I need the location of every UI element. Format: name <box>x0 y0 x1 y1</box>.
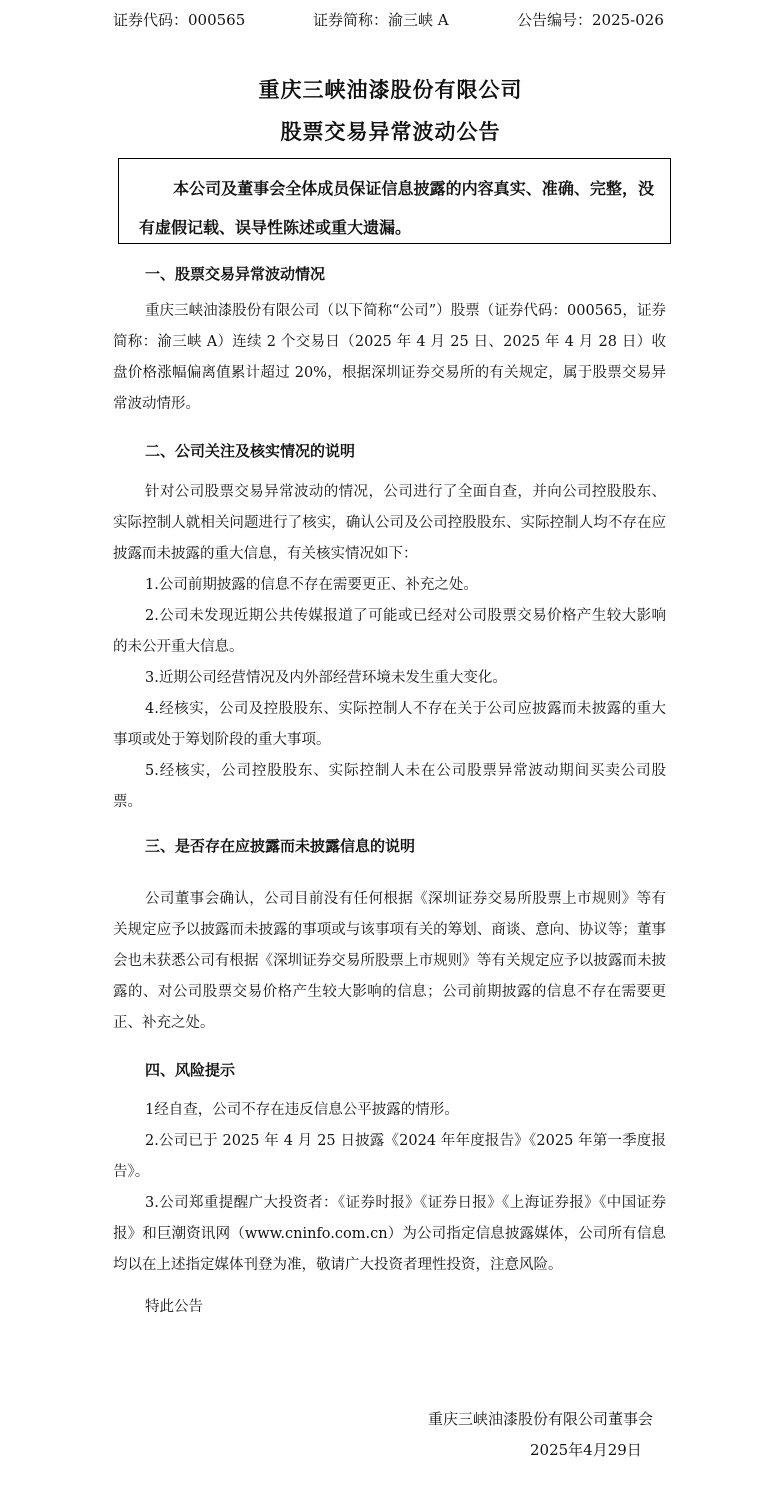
section-4-heading: 四、风险提示 <box>145 1061 236 1079</box>
company-title: 重庆三峡油漆股份有限公司 <box>258 77 523 102</box>
section-1-paragraph: 重庆三峡油漆股份有限公司（以下简称“公司”）股票（证券代码：000565，证券简称：渝三峡 A）连续 2 个交易日（2025 年 4 月 25 日、2025 年 4 月 28 日）收盘价格涨幅偏离值累计超过 20%，根据深圳证券交易所的有关规定，属于股票交易异常波动情形。 <box>113 303 666 412</box>
section-1-heading: 一、股票交易异常波动情况 <box>145 265 326 283</box>
section-2-item-1: 1.公司前期披露的信息不存在需要更正、补充之处。 <box>145 577 478 593</box>
section-2-paragraph: 针对公司股票交易异常波动的情况，公司进行了全面自查，并向公司控股股东、实际控制人就相关问题进行了核实，确认公司及公司控股股东、实际控制人均不存在应披露而未披露的重大信息，有关核实情况如下： <box>113 484 666 562</box>
closing-text: 特此公告 <box>145 1299 203 1315</box>
section-3-paragraph: 公司董事会确认，公司目前没有任何根据《深圳证券交易所股票上市规则》等有关规定应予以披露而未披露的事项或与该事项有关的筹划、商谈、意向、协议等；董事会也未获悉公司有根据《深圳证券交易所股票上市规则》等有关规定应予以披露而未披露的、对公司股票交易价格产生较大影响的信息；公司前期披露的信息不存在需要更正、补充之处。 <box>113 891 666 1031</box>
section-2-heading: 二、公司关注及核实情况的说明 <box>145 442 356 460</box>
section-4-item-1: 1经自查，公司不存在违反信息公平披露的情形。 <box>145 1102 459 1118</box>
section-2-item-4: 4.经核实，公司及控股股东、实际控制人不存在关于公司应披露而未披露的重大事项或处于筹划阶段的重大事项。 <box>113 701 666 748</box>
stock-abbreviation: 证券简称：渝三峡 A <box>313 11 449 29</box>
signature-date: 2025年4月29日 <box>530 1441 642 1459</box>
notice-number: 公告编号：2025-026 <box>517 11 664 29</box>
section-2-item-2: 2.公司未发现近期公共传媒报道了可能或已经对公司股票交易价格产生较大影响的未公开重大信息。 <box>113 608 666 655</box>
disclaimer-box: 本公司及董事会全体成员保证信息披露的内容真实、准确、完整，没有虚假记载、误导性陈述或重大遗漏。 <box>118 158 671 244</box>
section-4-item-3: 3.公司郑重提醒广大投资者：《证券时报》《证券日报》《上海证券报》《中国证券报》和巨潮资讯网（www.cninfo.com.cn）为公司指定信息披露媒体，公司所有信息均以在上述指定媒体刊登为准，敬请广大投资者理性投资，注意风险。 <box>113 1195 666 1273</box>
section-2-item-3: 3.近期公司经营情况及内外部经营环境未发生重大变化。 <box>145 670 507 686</box>
stock-code: 证券代码：000565 <box>113 11 246 29</box>
signature-organization: 重庆三峡油漆股份有限公司董事会 <box>428 1410 654 1428</box>
section-2-item-5: 5.经核实，公司控股股东、实际控制人未在公司股票异常波动期间买卖公司股票。 <box>113 763 666 810</box>
section-4-item-2: 2.公司已于 2025 年 4 月 25 日披露《2024 年年度报告》《2025 年第一季度报告》。 <box>113 1133 666 1180</box>
section-3-heading: 三、是否存在应披露而未披露信息的说明 <box>145 837 416 855</box>
document-title: 股票交易异常波动公告 <box>280 119 501 144</box>
